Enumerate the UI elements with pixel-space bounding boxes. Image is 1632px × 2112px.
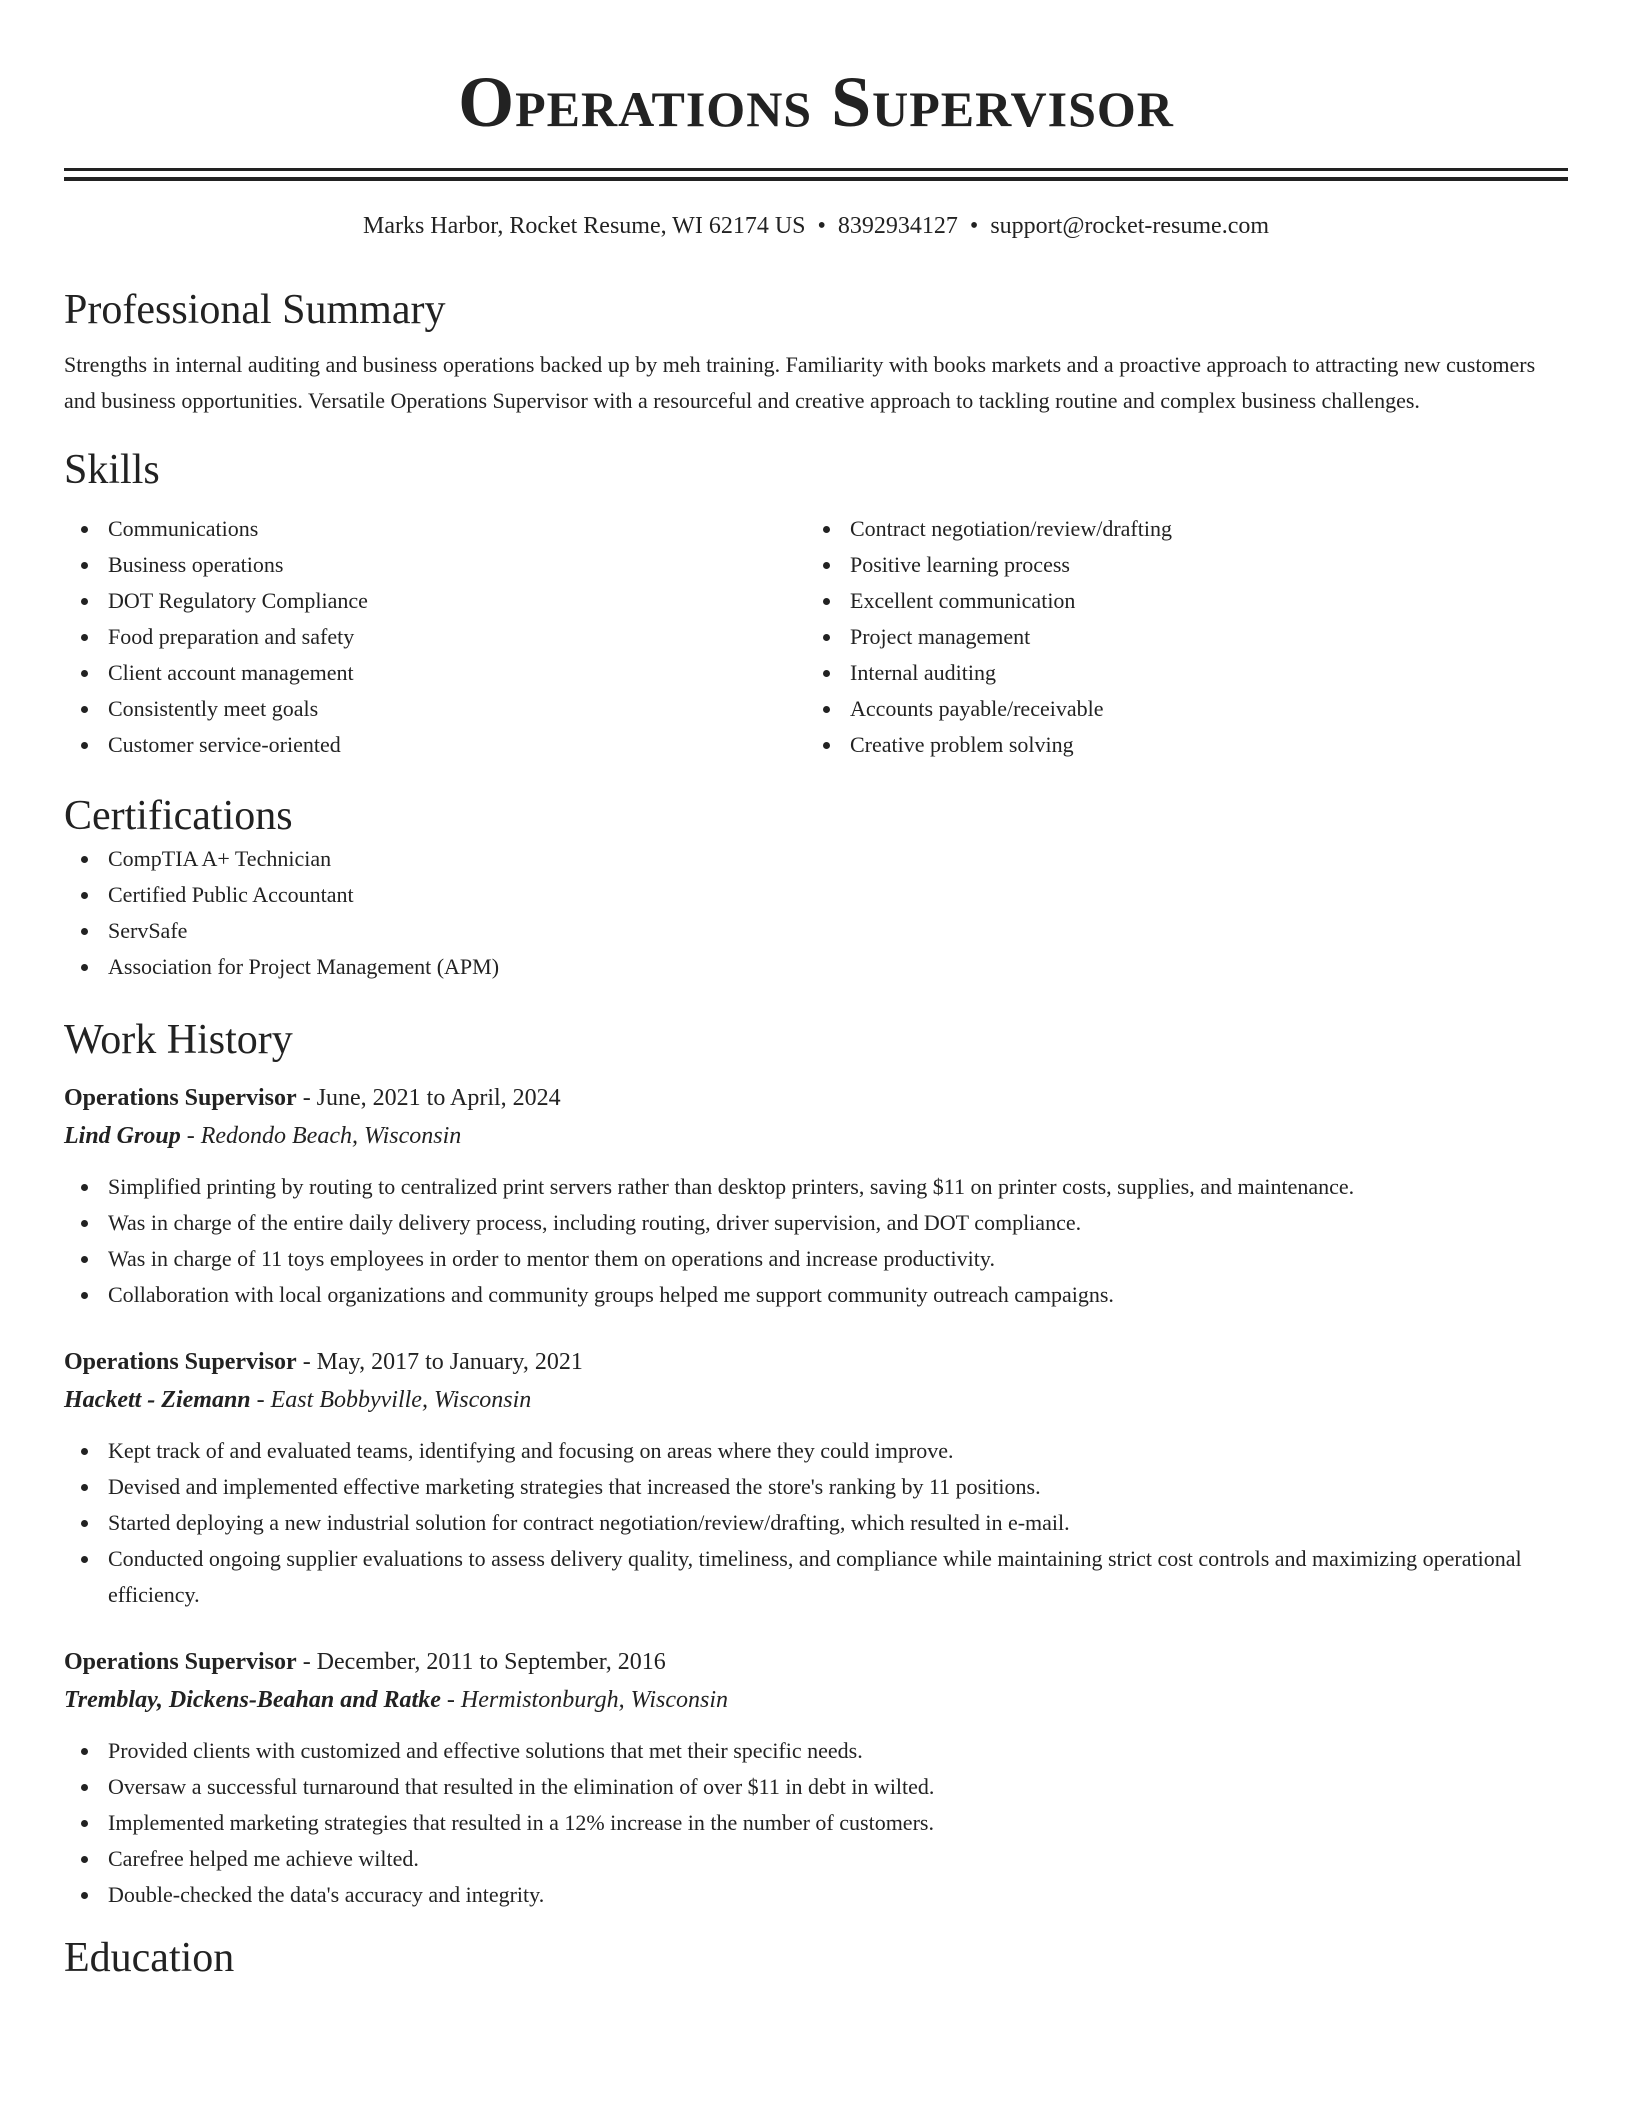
bullet-icon: [81, 1892, 88, 1899]
skill-item: [64, 727, 806, 763]
job-bullet-text: Oversaw a successful turnaround that resulted in the elimination of over $11 in debt in wilted.: [108, 1774, 935, 1799]
job-bullets: [64, 1169, 1568, 1313]
bullet-icon: [81, 892, 88, 899]
bullet-icon: [823, 526, 830, 533]
job-title: Operations Supervisor: [64, 1649, 297, 1675]
job-header: [64, 1079, 1568, 1117]
bullet-icon: [81, 1484, 88, 1491]
bullet-icon: [81, 526, 88, 533]
job-title: Operations Supervisor: [64, 1349, 297, 1375]
bullet-icon: [81, 1784, 88, 1791]
skills-list-right: [806, 511, 1548, 763]
skills-list-left: [64, 511, 806, 763]
bullet-icon: [81, 1748, 88, 1755]
bullet-icon: [823, 598, 830, 605]
contact-phone: 8392934127: [837, 213, 958, 239]
job-entry: [64, 1343, 1568, 1613]
certifications-list: [64, 841, 1568, 985]
summary-text: Strengths in internal auditing and business operations backed up by meh training. Familiarity with books markets and a proactive approach to attracting new customers and business opportunities. Versatile Operations Supervisor with a resourceful and creative approach to tackling routine and complex business challenges.: [64, 352, 1536, 413]
job-dates: - May, 2017 to January, 2021: [296, 1349, 583, 1375]
skill-label: Consistently meet goals: [108, 696, 319, 721]
job-company: Lind Group: [64, 1123, 181, 1149]
title-divider-bottom: [64, 177, 1568, 181]
job-bullet-text: Was in charge of 11 toys employees in order to mentor them on operations and increase productivity.: [108, 1246, 995, 1271]
skill-item: [806, 547, 1548, 583]
job-header: [64, 1643, 1568, 1681]
skill-label: Project management: [850, 624, 1031, 649]
skills-columns: [64, 511, 1568, 763]
skill-item: [806, 619, 1548, 655]
job-bullet: [64, 1769, 1568, 1805]
skill-item: [806, 583, 1548, 619]
skill-item: [64, 547, 806, 583]
skill-item: [806, 511, 1548, 547]
contact-address: Marks Harbor, Rocket Resume, WI 62174 US: [362, 213, 806, 239]
education-heading: Education: [64, 1935, 235, 1981]
bullet-icon: [81, 1820, 88, 1827]
resume-title: Operations Supervisor: [458, 62, 1174, 142]
job-bullet: [64, 1733, 1568, 1769]
job-header: [64, 1343, 1568, 1381]
bullet-icon: [81, 1856, 88, 1863]
skill-item: [806, 655, 1548, 691]
bullet-icon: [81, 1448, 88, 1455]
bullet-icon: [81, 1184, 88, 1191]
job-bullet: [64, 1541, 1568, 1613]
bullet-icon: [823, 634, 830, 641]
job-bullet-text: Provided clients with customized and effective solutions that met their specific needs.: [108, 1738, 863, 1763]
job-bullet: [64, 1205, 1568, 1241]
bullet-icon: [81, 598, 88, 605]
job-company: Hackett - Ziemann: [64, 1387, 251, 1413]
skill-label: Creative problem solving: [850, 732, 1074, 757]
job-bullet-text: Collaboration with local organizations and community groups helped me support community outreach campaigns.: [108, 1282, 1114, 1307]
skills-column-left: [64, 511, 806, 763]
job-bullet-text: Kept track of and evaluated teams, identifying and focusing on areas where they could improve.: [108, 1438, 954, 1463]
skills-column-right: [806, 511, 1548, 763]
job-bullet-text: Was in charge of the entire daily delivery process, including routing, driver supervision, and DOT compliance.: [108, 1210, 1082, 1235]
work-history-heading: Work History: [64, 1017, 293, 1063]
job-bullet-text: Devised and implemented effective marketing strategies that increased the store's ranking by 11 positions.: [108, 1474, 1041, 1499]
bullet-icon: [81, 1292, 88, 1299]
job-bullet: [64, 1277, 1568, 1313]
job-location: - East Bobbyville, Wisconsin: [250, 1387, 532, 1413]
job-dates: - December, 2011 to September, 2016: [296, 1649, 666, 1675]
certification-label: CompTIA A+ Technician: [108, 846, 332, 871]
skill-label: Food preparation and safety: [108, 624, 355, 649]
skill-item: [64, 655, 806, 691]
job-company: Tremblay, Dickens-Beahan and Ratke: [64, 1687, 441, 1713]
certification-item: [64, 913, 1568, 949]
bullet-icon: [81, 1556, 88, 1563]
job-entry: [64, 1643, 1568, 1913]
title-divider-top: [64, 168, 1568, 171]
bullet-icon: [81, 670, 88, 677]
job-bullet: [64, 1841, 1568, 1877]
job-dates: - June, 2021 to April, 2024: [296, 1085, 561, 1111]
job-bullet-text: Started deploying a new industrial solution for contract negotiation/review/drafting, which resulted in e-mail.: [108, 1510, 1070, 1535]
job-bullet: [64, 1505, 1568, 1541]
skill-label: Excellent communication: [850, 588, 1076, 613]
job-bullet-text: Conducted ongoing supplier evaluations to assess delivery quality, timeliness, and compliance while maintaining strict cost controls and maximizing operational efficiency.: [108, 1546, 1522, 1607]
bullet-icon: [81, 928, 88, 935]
skill-label: Accounts payable/receivable: [850, 696, 1104, 721]
skill-label: Client account management: [108, 660, 354, 685]
contact-separator: •: [969, 213, 979, 239]
skill-item: [64, 619, 806, 655]
bullet-icon: [823, 562, 830, 569]
job-bullet-text: Double-checked the data's accuracy and integrity.: [108, 1882, 545, 1907]
job-bullet: [64, 1169, 1568, 1205]
skill-label: Communications: [108, 516, 259, 541]
bullet-icon: [823, 706, 830, 713]
job-bullets: [64, 1433, 1568, 1613]
bullet-icon: [81, 562, 88, 569]
certification-label: Association for Project Management (APM): [108, 954, 500, 979]
job-bullet-text: Simplified printing by routing to centralized print servers rather than desktop printers, saving $11 on printer costs, supplies, and maintenance.: [108, 1174, 1355, 1199]
skill-item: [64, 511, 806, 547]
contact-separator: •: [817, 213, 826, 239]
job-location: - Hermistonburgh, Wisconsin: [440, 1687, 728, 1713]
contact-email[interactable]: support@rocket-resume.com: [990, 213, 1270, 239]
bullet-icon: [81, 1220, 88, 1227]
certification-item: [64, 949, 1568, 985]
bullet-icon: [81, 742, 88, 749]
skill-label: Internal auditing: [850, 660, 997, 685]
skill-label: Positive learning process: [850, 552, 1070, 577]
bullet-icon: [81, 1256, 88, 1263]
skill-label: Contract negotiation/review/drafting: [850, 516, 1172, 541]
job-bullets: [64, 1733, 1568, 1913]
contact-line: [64, 211, 1568, 241]
certification-item: [64, 877, 1568, 913]
job-employer: [64, 1117, 1568, 1155]
job-bullet: [64, 1241, 1568, 1277]
certifications-heading: Certifications: [64, 793, 293, 839]
bullet-icon: [81, 706, 88, 713]
skill-label: Business operations: [108, 552, 284, 577]
summary-heading: Professional Summary: [64, 287, 446, 333]
bullet-icon: [823, 742, 830, 749]
job-title: Operations Supervisor: [64, 1085, 297, 1111]
job-bullet: [64, 1805, 1568, 1841]
skill-item: [806, 691, 1548, 727]
bullet-icon: [81, 964, 88, 971]
skill-label: Customer service-oriented: [108, 732, 341, 757]
job-entry: [64, 1079, 1568, 1313]
bullet-icon: [81, 1520, 88, 1527]
certification-item: [64, 841, 1568, 877]
resume-page: [64, 0, 1568, 1983]
bullet-icon: [81, 856, 88, 863]
job-bullet-text: Implemented marketing strategies that resulted in a 12% increase in the number of customers.: [108, 1810, 934, 1835]
skill-item: [64, 691, 806, 727]
skill-label: DOT Regulatory Compliance: [108, 588, 368, 613]
skills-heading: Skills: [64, 447, 160, 493]
certification-label: Certified Public Accountant: [108, 882, 354, 907]
job-employer: [64, 1381, 1568, 1419]
bullet-icon: [81, 634, 88, 641]
job-employer: [64, 1681, 1568, 1719]
job-bullet-text: Carefree helped me achieve wilted.: [108, 1846, 419, 1871]
job-bullet: [64, 1877, 1568, 1913]
job-bullet: [64, 1469, 1568, 1505]
job-location: - Redondo Beach, Wisconsin: [180, 1123, 462, 1149]
bullet-icon: [823, 670, 830, 677]
skill-item: [806, 727, 1548, 763]
certification-label: ServSafe: [108, 918, 188, 943]
skill-item: [64, 583, 806, 619]
job-bullet: [64, 1433, 1568, 1469]
